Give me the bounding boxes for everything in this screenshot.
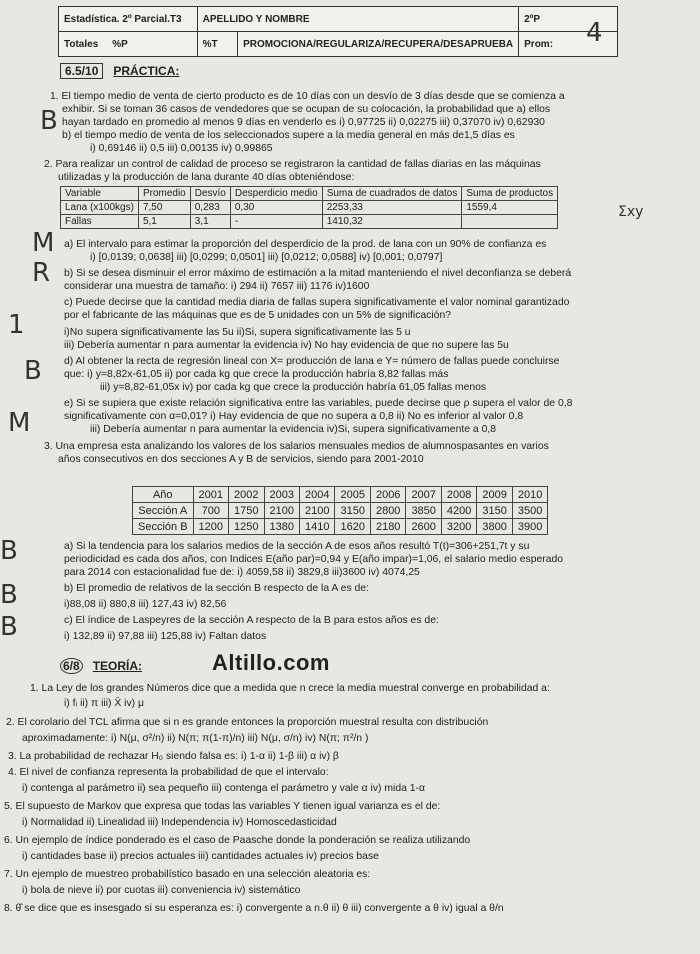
text-line: periodicidad es cada dos años, con Indices E(año par)=0,94 y E(año impar)=1,06, el salario medio esperado bbox=[64, 554, 564, 565]
text-line: i) 0,69146 ii) 0,5 iii) 0,00135 iv) 0,99865 bbox=[90, 143, 273, 154]
text-line: por el fabricante de las máquinas que es de 5 unidades con un 5% de significación? bbox=[64, 310, 452, 321]
table-cell: 3900 bbox=[512, 519, 547, 535]
pct-t-cell: %T bbox=[197, 32, 237, 57]
table-cell: 4200 bbox=[441, 503, 476, 519]
table-row bbox=[133, 487, 548, 503]
text-line: b) El promedio de relativos de la sección B respecto de la A es de: bbox=[64, 583, 369, 594]
pct-p-label: %P bbox=[112, 38, 128, 50]
text-line: hayan tardado en promedio al menos 9 días en venderlo es i) 0,97725 ii) 0,02275 iii) 0,37070 iv) 0,62930 bbox=[62, 117, 545, 128]
margin-mark-4: 1 bbox=[8, 310, 25, 340]
name-label-cell: APELLIDO Y NOMBRE bbox=[197, 7, 518, 32]
text-line: i) contenga al parámetro ii) sea pequeño iii) contenga el parámetro y vale α iv) mida 1-α bbox=[22, 783, 426, 794]
text-line: 2. Para realizar un control de calidad de proceso se registraron la cantidad de fallas diarias en las máquinas bbox=[44, 159, 541, 170]
table-cell: 2180 bbox=[370, 519, 405, 535]
text-line: i)No supera significativamente las 5u ii)Si, supera significativamente las 5 u bbox=[64, 327, 411, 338]
text-line: 3. La probabilidad de rechazar H₀ siendo falsa es: i) 1-α ii) 1-β iii) α iv) β bbox=[8, 751, 339, 762]
text-line: c) Puede decirse que la cantidad media diaria de fallas supera significativamente el valor nominal garantizado bbox=[64, 297, 570, 308]
text-line: 8. θ̂ se dice que es insesgado si su esperanza es: i) convergente a n.θ ii) θ iii) convergente a θ iv) igual a θ/n bbox=[4, 903, 504, 914]
table-cell: Desvío bbox=[190, 187, 230, 201]
margin-mark-1: B bbox=[40, 106, 58, 136]
table-cell: 3,1 bbox=[190, 215, 230, 229]
table-cell: Desperdicio medio bbox=[230, 187, 322, 201]
text-line: i) 132,89 ii) 97,88 iii) 125,88 iv) Faltan datos bbox=[64, 631, 267, 642]
text-line: utilizadas y la producción de lana durante 40 días obteniéndose: bbox=[58, 172, 355, 183]
margin-mark-5: B bbox=[24, 356, 42, 386]
ordinal-cell: 2ºP bbox=[519, 7, 618, 32]
text-line: i)88,08 ii) 880,8 iii) 127,43 iv) 82,56 bbox=[64, 599, 227, 610]
table-cell: 3500 bbox=[512, 503, 547, 519]
salarios-table bbox=[132, 486, 548, 535]
text-line: significativamente con α=0,01? i) Hay evidencia de que no supera a 0,8 ii) No es inferior al valor 0,8 bbox=[64, 411, 524, 422]
table-cell: 0,30 bbox=[230, 201, 322, 215]
practica-score: 6.5/10 bbox=[60, 63, 103, 79]
watermark-logo: Altillo.com bbox=[212, 650, 330, 675]
fallas-lana-table bbox=[60, 186, 558, 229]
table-cell: 1410 bbox=[299, 519, 334, 535]
text-line: i) Normalidad ii) Linealidad iii) Independencia iv) Homoscedasticidad bbox=[22, 817, 337, 828]
totales-label: Totales bbox=[64, 38, 99, 50]
teoria-heading bbox=[60, 659, 142, 673]
table-cell: 2005 bbox=[335, 487, 370, 503]
table-cell: 1559,4 bbox=[462, 201, 558, 215]
text-line: i) fᵢ ii) π iii) X̄ iv) μ bbox=[64, 698, 145, 709]
text-line: i) cantidades base ii) precios actuales iii) cantidades actuales iv) precios base bbox=[22, 851, 379, 862]
teoria-title: TEORÍA: bbox=[92, 659, 143, 673]
table-row bbox=[133, 519, 548, 535]
table-cell: 2800 bbox=[370, 503, 405, 519]
sigma-note: Σxy bbox=[618, 204, 644, 220]
text-line: años consecutivos en dos secciones A y B de servicios, siendo para 2001-2010 bbox=[58, 454, 424, 465]
grade-mark: 4 bbox=[586, 18, 603, 48]
table-cell: 2002 bbox=[229, 487, 264, 503]
text-line: iii) y=8,82-61,05x iv) por cada kg que crece la producción habría 61,05 fallas menos bbox=[100, 382, 487, 393]
table-cell: 1380 bbox=[264, 519, 299, 535]
text-line: a) El intervalo para estimar la proporción del desperdicio de la prod. de lana con un 90% de confianza es bbox=[64, 239, 547, 250]
text-line: i) bola de nieve ii) por cuotas iii) conveniencia iv) sistemático bbox=[22, 885, 301, 896]
margin-mark-9: B bbox=[0, 612, 18, 642]
table-cell: 3150 bbox=[477, 503, 512, 519]
margin-mark-7: B bbox=[0, 536, 18, 566]
table-cell: Promedio bbox=[138, 187, 190, 201]
text-line: b) el tiempo medio de venta de los seleccionados supere a la media general en más de1,5 días es bbox=[62, 130, 515, 141]
table-cell: Sección A bbox=[133, 503, 194, 519]
margin-mark-3: R bbox=[32, 258, 51, 288]
totales-cell bbox=[59, 32, 198, 57]
table-cell: 5,1 bbox=[138, 215, 190, 229]
table-cell: 2007 bbox=[406, 487, 441, 503]
text-line: i) [0,0139; 0,0638] iii) [0,0299; 0,0501] iii) [0,0212; 0,0588] iv) [0,001; 0,0797] bbox=[90, 252, 443, 263]
table-cell: 1750 bbox=[229, 503, 264, 519]
table-cell: 3200 bbox=[441, 519, 476, 535]
teoria-score: 6/8 bbox=[60, 658, 83, 674]
practica-title: PRÁCTICA: bbox=[113, 64, 180, 78]
text-line: 3. Una empresa esta analizando los valores de los salarios mensuales medios de alumnospasantes en varios bbox=[44, 441, 549, 452]
table-row bbox=[61, 201, 558, 215]
table-cell: 1250 bbox=[229, 519, 264, 535]
table-cell: 3800 bbox=[477, 519, 512, 535]
text-line: d) Al obtener la recta de regresión lineal con X= producción de lana e Y= número de fallas puede concluirse bbox=[64, 356, 560, 367]
text-line: aproximadamente: i) N(μ, σ²/n) ii) N(π; π(1-π)/n) iii) N(μ, σ/n) iv) N(π; π²/n ) bbox=[22, 733, 369, 744]
text-line: 1. La Ley de los grandes Números dice que a medida que n crece la media muestral converge en probabilidad a: bbox=[30, 683, 550, 694]
table-cell: 2100 bbox=[299, 503, 334, 519]
text-line: 1. El tiempo medio de venta de cierto producto es de 10 días con un desvío de 3 días desde que se comienza a bbox=[50, 91, 565, 102]
subject-cell: Estadística. 2º Parcial.T3 bbox=[59, 7, 198, 32]
margin-mark-2: M bbox=[32, 228, 55, 258]
status-cell: PROMOCIONA/REGULARIZA/RECUPERA/DESAPRUEBA bbox=[238, 32, 519, 57]
table-cell: Sección B bbox=[133, 519, 194, 535]
table-cell: 2100 bbox=[264, 503, 299, 519]
text-line: considerar una muestra de tamaño: i) 294 ii) 7657 iii) 1176 iv)1600 bbox=[64, 281, 370, 292]
text-line: 2. El corolario del TCL afirma que si n es grande entonces la proporción muestral resulta con distribución bbox=[6, 717, 489, 728]
text-line: b) Si se desea disminuir el error máximo de estimación a la mitad manteniendo el nivel deconfianza se deberá bbox=[64, 268, 572, 279]
table-cell: 0,283 bbox=[190, 201, 230, 215]
table-cell: 1200 bbox=[193, 519, 228, 535]
table-cell: 1410,32 bbox=[322, 215, 462, 229]
table-cell: 2253,33 bbox=[322, 201, 462, 215]
text-line: 5. El supuesto de Markov que expresa que todas las variables Y tienen igual varianza es el de: bbox=[4, 801, 441, 812]
table-cell: 2009 bbox=[477, 487, 512, 503]
table-cell: 2010 bbox=[512, 487, 547, 503]
table-cell: Año bbox=[133, 487, 194, 503]
table-cell bbox=[462, 215, 558, 229]
table-cell: Fallas bbox=[61, 215, 139, 229]
table-cell: - bbox=[230, 215, 322, 229]
text-line: c) El índice de Laspeyres de la sección A respecto de la B para estos años es de: bbox=[64, 615, 439, 626]
table-cell: 3150 bbox=[335, 503, 370, 519]
text-line: 4. El nivel de confianza representa la probabilidad de que el intervalo: bbox=[8, 767, 329, 778]
practica-heading bbox=[60, 64, 179, 78]
margin-mark-8: B bbox=[0, 580, 18, 610]
text-line: 6. Un ejemplo de índice ponderado es el caso de Paasche donde la ponderación se realiza utilizando bbox=[4, 835, 471, 846]
table-cell: 2600 bbox=[406, 519, 441, 535]
text-line: a) Si la tendencia para los salarios medios de la sección A de esos años resultó T(t)=306+251,7t y su bbox=[64, 541, 530, 552]
text-line: iii) Debería aumentar n para aumentar la evidencia iv)Si, supera significativamente a 0,8 bbox=[90, 424, 497, 435]
table-cell: 2006 bbox=[370, 487, 405, 503]
table-cell: 3850 bbox=[406, 503, 441, 519]
text-line: para 2014 con estacionalidad fue de: i) 4059,58 ii) 3829,8 iii)3600 iv) 4074,25 bbox=[64, 567, 420, 578]
table-cell: Lana (x100kgs) bbox=[61, 201, 139, 215]
text-line: exhibir. Si se toman 36 casos de vendedores que se ocupan de su colocación, la probabilidad que a) ellos bbox=[62, 104, 551, 115]
table-cell: 2008 bbox=[441, 487, 476, 503]
table-cell: 7,50 bbox=[138, 201, 190, 215]
table-cell: Variable bbox=[61, 187, 139, 201]
table-cell: 1620 bbox=[335, 519, 370, 535]
exam-header bbox=[58, 6, 618, 57]
table-cell: 2003 bbox=[264, 487, 299, 503]
table-cell: Suma de cuadrados de datos bbox=[322, 187, 462, 201]
text-line: iii) Debería aumentar n para aumentar la evidencia iv) No hay evidencia de que no supere las 5u bbox=[64, 340, 509, 351]
table-row bbox=[133, 503, 548, 519]
table-cell: 700 bbox=[193, 503, 228, 519]
text-line: que: i) y=8,82x-61,05 ii) por cada kg que crece la producción habría 8,82 fallas más bbox=[64, 369, 449, 380]
table-cell: Suma de productos bbox=[462, 187, 558, 201]
text-line: 7. Un ejemplo de muestreo probabilístico basado en una selección aleatoria es: bbox=[4, 869, 371, 880]
table-cell: 2001 bbox=[193, 487, 228, 503]
text-line: e) Si se supiera que existe relación significativa entre las variables, puede decirse que ρ supera el valor de 0,8 bbox=[64, 398, 573, 409]
table-cell: 2004 bbox=[299, 487, 334, 503]
prom-cell: Prom: bbox=[519, 32, 618, 57]
margin-mark-6: M bbox=[8, 408, 31, 438]
table-header-row bbox=[61, 187, 558, 201]
table-row bbox=[61, 215, 558, 229]
